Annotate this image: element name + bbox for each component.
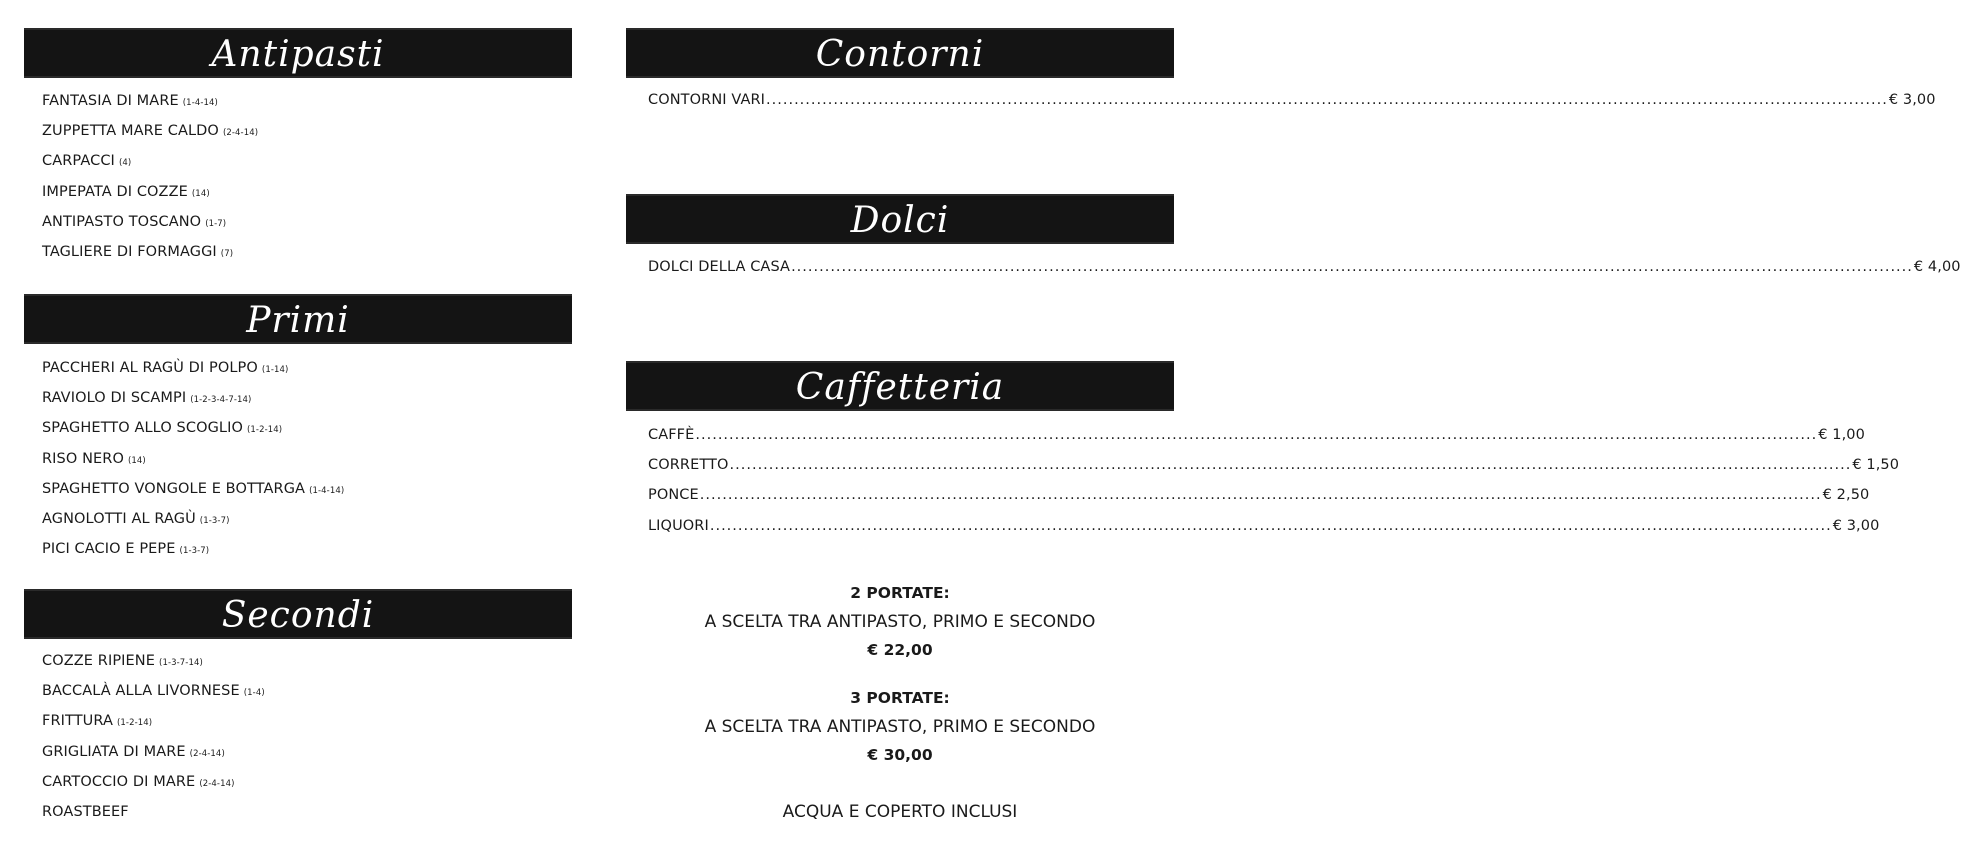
- contorni-list: [648, 85, 1936, 115]
- antipasti-title: Antipasti: [211, 33, 385, 75]
- antipasti-header: [24, 28, 572, 78]
- list-item: PICI CACIO E PEPE (1-3-7): [42, 541, 210, 558]
- list-item: BACCALÀ ALLA LIVORNESE (1-4): [42, 683, 265, 700]
- primi-header: [24, 294, 572, 344]
- offer-two-courses: [626, 579, 1174, 665]
- offer-heading: 2 PORTATE:: [850, 584, 950, 602]
- list-item: CONTORNI VARI ........................................................................................................................................................................................................ € 3,00: [648, 85, 1152, 115]
- list-item: DOLCI DELLA CASA ........................................................................................................................................................................................................ € 4,00: [648, 252, 1152, 282]
- list-item: LIQUORI ........................................................................................................................................................................................................ € 3,00: [648, 511, 1152, 541]
- dot-leader: ........................................................................................................................................................................................................: [699, 487, 1822, 504]
- caffetteria-header: [626, 361, 1174, 411]
- list-item: TAGLIERE DI FORMAGGI (7): [42, 243, 234, 260]
- list-item: AGNOLOTTI AL RAGÙ (1-3-7): [42, 510, 230, 527]
- secondi-list: [42, 646, 265, 827]
- list-item: PACCHERI AL RAGÙ DI POLPO (1-14): [42, 360, 289, 376]
- dot-leader: ........................................................................................................................................................................................................: [729, 457, 1852, 474]
- offer-three-courses: [626, 684, 1174, 770]
- dot-leader: ........................................................................................................................................................................................................: [695, 427, 1818, 443]
- dot-leader: ........................................................................................................................................................................................................: [709, 517, 1832, 534]
- list-item: ZUPPETTA MARE CALDO (2-4-14): [42, 123, 259, 140]
- contorni-header: [626, 28, 1174, 78]
- caffetteria-list: [648, 420, 1900, 541]
- offer-price: € 30,00: [867, 746, 933, 764]
- list-item: SPAGHETTO ALLO SCOGLIO (1-2-14): [42, 420, 283, 437]
- list-item: RISO NERO (14): [42, 450, 146, 467]
- offer-description: A SCELTA TRA ANTIPASTO, PRIMO E SECONDO: [704, 611, 1096, 632]
- list-item: GRIGLIATA DI MARE (2-4-14): [42, 743, 225, 760]
- list-item: CARPACCI (4): [42, 153, 132, 170]
- dot-leader: ........................................................................................................................................................................................................: [791, 259, 1913, 275]
- offer-heading: 3 PORTATE:: [850, 689, 950, 707]
- offer-description: A SCELTA TRA ANTIPASTO, PRIMO E SECONDO: [704, 716, 1096, 737]
- offer-price: € 22,00: [867, 641, 933, 659]
- contorni-title: Contorni: [815, 33, 985, 75]
- list-item: RAVIOLO DI SCAMPI (1-2-3-4-7-14): [42, 390, 252, 407]
- list-item: PONCE ........................................................................................................................................................................................................ € 2,50: [648, 480, 1152, 510]
- footer-note: [626, 798, 1174, 827]
- secondi-title: Secondi: [221, 594, 375, 636]
- dolci-title: Dolci: [850, 199, 950, 241]
- caffetteria-title: Caffetteria: [795, 366, 1005, 408]
- list-item: IMPEPATA DI COZZE (14): [42, 183, 210, 200]
- secondi-header: [24, 589, 572, 639]
- primi-list: [42, 353, 344, 564]
- list-item: SPAGHETTO VONGOLE E BOTTARGA (1-4-14): [42, 480, 345, 497]
- footer-text: ACQUA E COPERTO INCLUSI: [782, 802, 1018, 822]
- list-item: FRITTURA (1-2-14): [42, 713, 153, 730]
- dolci-header: [626, 194, 1174, 244]
- primi-title: Primi: [246, 299, 350, 341]
- list-item: CORRETTO ........................................................................................................................................................................................................ € 1,50: [648, 450, 1152, 480]
- list-item: CAFFÈ ........................................................................................................................................................................................................ € 1,00: [648, 420, 1152, 450]
- antipasti-list: [42, 86, 258, 267]
- dolci-list: [648, 252, 1961, 282]
- list-item: ANTIPASTO TOSCANO (1-7): [42, 213, 227, 230]
- list-item: ROASTBEEF: [42, 803, 129, 820]
- dot-leader: ........................................................................................................................................................................................................: [766, 92, 1888, 108]
- list-item: FANTASIA DI MARE (1-4-14): [42, 93, 218, 109]
- list-item: COZZE RIPIENE (1-3-7-14): [42, 653, 203, 669]
- list-item: CARTOCCIO DI MARE (2-4-14): [42, 773, 235, 790]
